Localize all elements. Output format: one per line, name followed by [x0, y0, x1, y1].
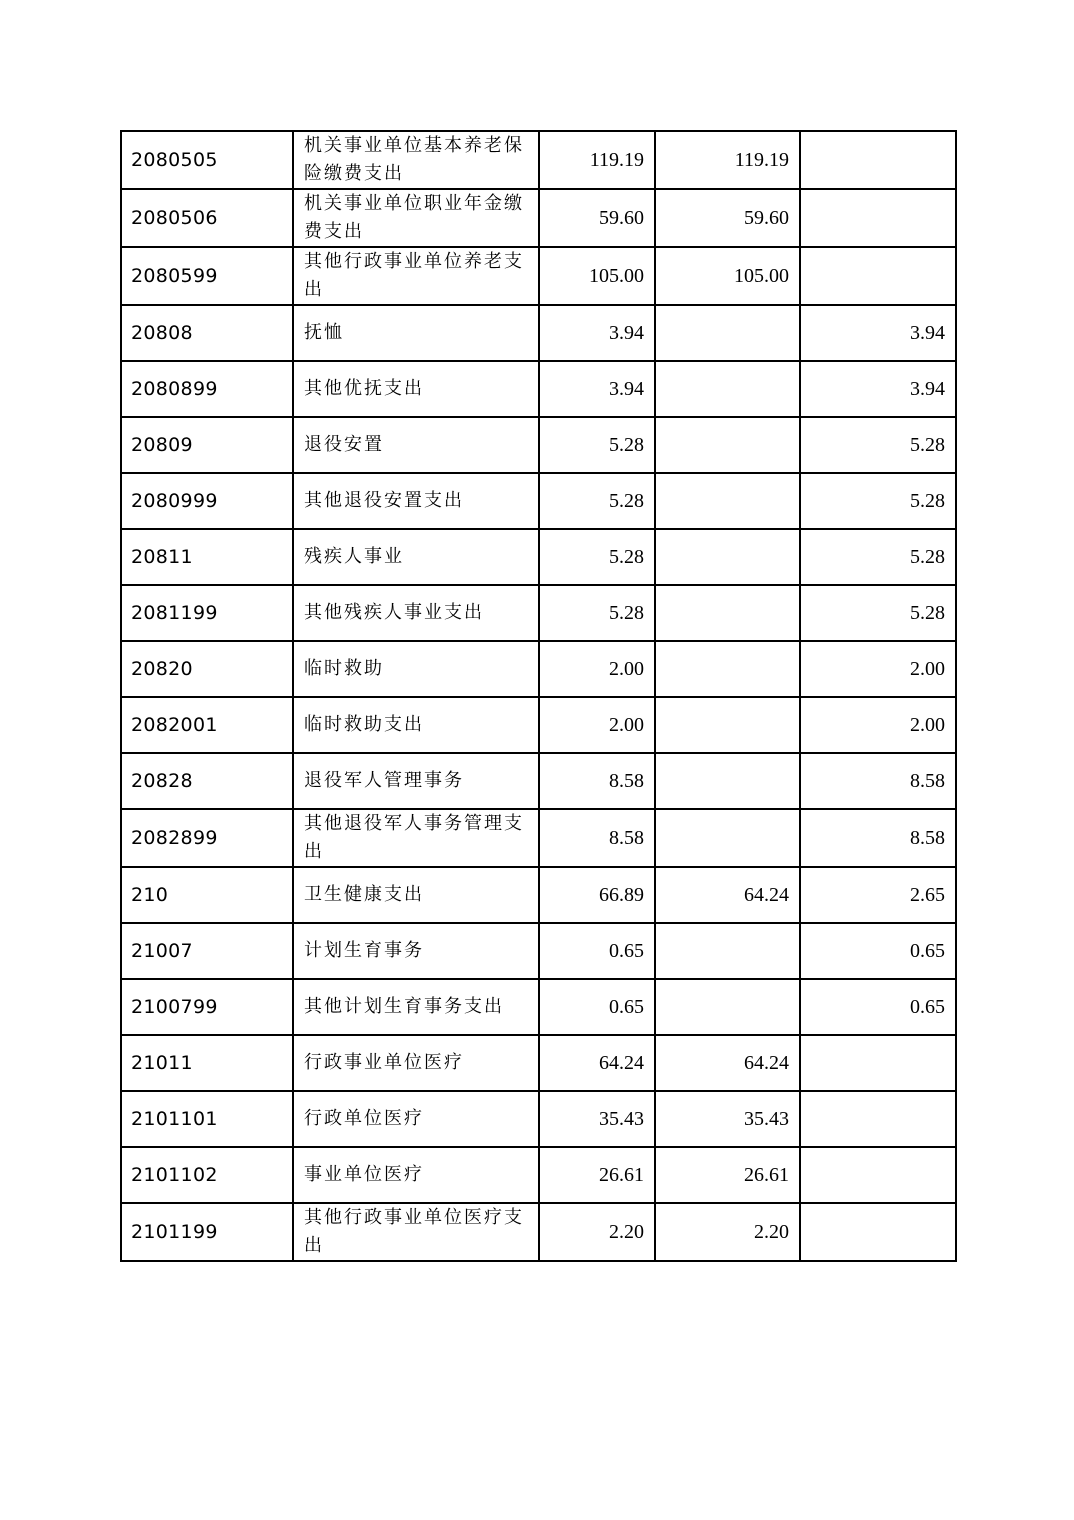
- row-project: 5.28: [800, 585, 956, 641]
- row-total: 59.60: [539, 189, 655, 247]
- table-row: [121, 1203, 956, 1261]
- row-code: 20809: [121, 417, 293, 473]
- row-code: 2080899: [121, 361, 293, 417]
- row-code: 2101199: [121, 1203, 293, 1261]
- row-project: 0.65: [800, 979, 956, 1035]
- row-project: 0.65: [800, 923, 956, 979]
- row-name: 事业单位医疗: [293, 1147, 539, 1203]
- row-total: 2.00: [539, 697, 655, 753]
- row-total: 8.58: [539, 809, 655, 867]
- row-name: 其他残疾人事业支出: [293, 585, 539, 641]
- row-name: 退役军人管理事务: [293, 753, 539, 809]
- row-name: 行政事业单位医疗: [293, 1035, 539, 1091]
- row-total: 5.28: [539, 529, 655, 585]
- row-code: 2100799: [121, 979, 293, 1035]
- row-code: 2080506: [121, 189, 293, 247]
- row-name: 行政单位医疗: [293, 1091, 539, 1147]
- table-row: [121, 867, 956, 923]
- row-name: 其他退役军人事务管理支出: [293, 809, 539, 867]
- table-row: [121, 753, 956, 809]
- row-basic: 35.43: [655, 1091, 800, 1147]
- row-basic: [655, 641, 800, 697]
- row-basic: 2.20: [655, 1203, 800, 1261]
- row-total: 5.28: [539, 585, 655, 641]
- row-name: 抚恤: [293, 305, 539, 361]
- table-row: [121, 809, 956, 867]
- row-total: 35.43: [539, 1091, 655, 1147]
- row-basic: 26.61: [655, 1147, 800, 1203]
- row-code: 210: [121, 867, 293, 923]
- row-basic: [655, 473, 800, 529]
- row-total: 66.89: [539, 867, 655, 923]
- row-basic: 64.24: [655, 1035, 800, 1091]
- table-row: [121, 697, 956, 753]
- row-total: 64.24: [539, 1035, 655, 1091]
- row-total: 2.20: [539, 1203, 655, 1261]
- table-row: [121, 131, 956, 189]
- row-project: 8.58: [800, 809, 956, 867]
- row-project: 3.94: [800, 361, 956, 417]
- table-row: [121, 417, 956, 473]
- table-row: [121, 1147, 956, 1203]
- row-code: 20811: [121, 529, 293, 585]
- row-total: 5.28: [539, 473, 655, 529]
- row-basic: [655, 923, 800, 979]
- table-row: [121, 529, 956, 585]
- row-name: 机关事业单位职业年金缴费支出: [293, 189, 539, 247]
- row-code: 2080505: [121, 131, 293, 189]
- row-basic: [655, 809, 800, 867]
- row-basic: 119.19: [655, 131, 800, 189]
- row-total: 3.94: [539, 361, 655, 417]
- row-name: 临时救助支出: [293, 697, 539, 753]
- row-project: 5.28: [800, 473, 956, 529]
- row-project: [800, 1035, 956, 1091]
- row-project: 5.28: [800, 417, 956, 473]
- row-project: 2.65: [800, 867, 956, 923]
- table-row: [121, 1091, 956, 1147]
- row-project: [800, 1203, 956, 1261]
- row-total: 2.00: [539, 641, 655, 697]
- row-project: 8.58: [800, 753, 956, 809]
- budget-table-body: [121, 131, 956, 1261]
- table-row: [121, 361, 956, 417]
- row-total: 3.94: [539, 305, 655, 361]
- row-code: 2101102: [121, 1147, 293, 1203]
- row-code: 2081199: [121, 585, 293, 641]
- row-basic: [655, 305, 800, 361]
- row-name: 其他行政事业单位养老支出: [293, 247, 539, 305]
- row-total: 0.65: [539, 923, 655, 979]
- row-project: [800, 189, 956, 247]
- row-name: 其他退役安置支出: [293, 473, 539, 529]
- row-name: 其他行政事业单位医疗支出: [293, 1203, 539, 1261]
- row-total: 105.00: [539, 247, 655, 305]
- row-code: 2101101: [121, 1091, 293, 1147]
- row-basic: [655, 361, 800, 417]
- row-name: 临时救助: [293, 641, 539, 697]
- row-project: 3.94: [800, 305, 956, 361]
- row-name: 其他计划生育事务支出: [293, 979, 539, 1035]
- table-row: [121, 247, 956, 305]
- row-name: 卫生健康支出: [293, 867, 539, 923]
- table-row: [121, 189, 956, 247]
- row-basic: [655, 585, 800, 641]
- row-basic: [655, 529, 800, 585]
- row-code: 20828: [121, 753, 293, 809]
- row-project: 5.28: [800, 529, 956, 585]
- row-name: 其他优抚支出: [293, 361, 539, 417]
- table-row: [121, 473, 956, 529]
- row-basic: 59.60: [655, 189, 800, 247]
- table-row: [121, 1035, 956, 1091]
- table-row: [121, 641, 956, 697]
- row-total: 26.61: [539, 1147, 655, 1203]
- table-row: [121, 305, 956, 361]
- row-total: 5.28: [539, 417, 655, 473]
- row-basic: [655, 753, 800, 809]
- row-basic: [655, 697, 800, 753]
- row-code: 2082899: [121, 809, 293, 867]
- row-code: 21007: [121, 923, 293, 979]
- table-row: [121, 585, 956, 641]
- row-total: 119.19: [539, 131, 655, 189]
- row-project: [800, 131, 956, 189]
- row-name: 残疾人事业: [293, 529, 539, 585]
- table-row: [121, 923, 956, 979]
- row-code: 2080999: [121, 473, 293, 529]
- row-code: 20808: [121, 305, 293, 361]
- row-code: 20820: [121, 641, 293, 697]
- row-name: 机关事业单位基本养老保险缴费支出: [293, 131, 539, 189]
- row-project: [800, 1091, 956, 1147]
- row-project: [800, 247, 956, 305]
- row-name: 退役安置: [293, 417, 539, 473]
- row-basic: [655, 979, 800, 1035]
- row-total: 0.65: [539, 979, 655, 1035]
- row-code: 2080599: [121, 247, 293, 305]
- row-project: [800, 1147, 956, 1203]
- row-project: 2.00: [800, 697, 956, 753]
- row-name: 计划生育事务: [293, 923, 539, 979]
- budget-table: [120, 130, 957, 1262]
- row-total: 8.58: [539, 753, 655, 809]
- row-basic: 105.00: [655, 247, 800, 305]
- row-project: 2.00: [800, 641, 956, 697]
- row-basic: 64.24: [655, 867, 800, 923]
- row-code: 21011: [121, 1035, 293, 1091]
- row-code: 2082001: [121, 697, 293, 753]
- row-basic: [655, 417, 800, 473]
- table-row: [121, 979, 956, 1035]
